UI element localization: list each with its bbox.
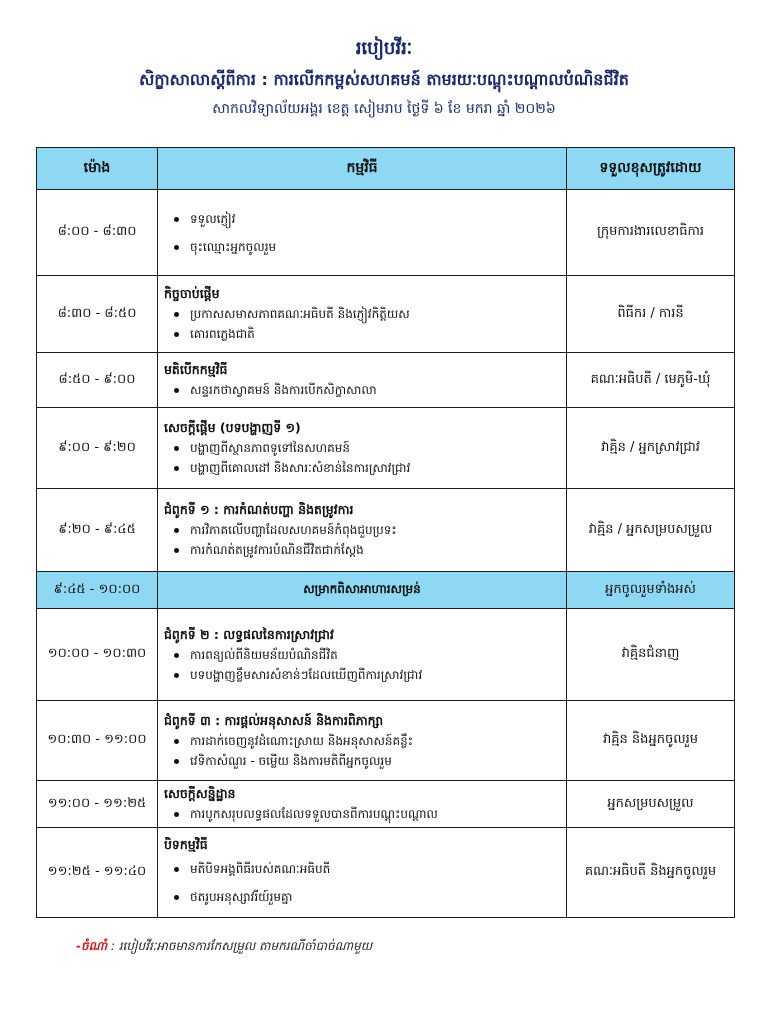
document-location-date: សាកលវិទ្យាល័យអង្គរ ខេត្ត សៀមរាប ថ្ងៃទី ៦ ខែ មករា ឆ្នាំ ២០២៦ — [212, 101, 556, 117]
row-title: បិទកម្មវិធី — [164, 836, 208, 852]
row-program — [158, 828, 567, 918]
agenda-row-break — [37, 572, 735, 609]
row-time: ១១:២៥ - ១១:៤០ — [37, 828, 158, 918]
row-responsible: គណៈអធិបតី និងអ្នកចូលរួម — [567, 828, 735, 918]
break-title: សម្រាកពិសាអាហារសម្រន់ — [158, 572, 567, 609]
list-item: ការពន្យល់ពីនិយមន័យបំណិនជីវិត — [190, 645, 560, 665]
row-program — [158, 353, 567, 408]
row-time: ៩:២០ - ៩:៤៥ — [37, 489, 158, 572]
header-time: ម៉ោង — [37, 148, 158, 190]
row-items — [164, 855, 560, 911]
agenda-row — [37, 701, 735, 781]
agenda-header-row — [37, 148, 735, 190]
row-title: ជំពូកទី ១ : ការកំណត់បញ្ហា និងតម្រូវការ — [164, 502, 354, 517]
list-item: ការដាក់ចេញនូវដំណោះស្រាយ និងអនុសាសន៍គន្លឹះ — [190, 731, 560, 751]
row-time: ៨:៥០ - ៩:០០ — [37, 353, 158, 408]
row-program — [158, 609, 567, 701]
document-subtitle: សិក្ខាសាលាស្តីពីការ : ការលើកកម្ពស់សហគមន៍ តាមរយៈបណ្តុះបណ្តាលបំណិនជីវិត — [139, 70, 629, 89]
row-responsible: វាគ្មិន / អ្នកស្រាវជ្រាវ — [567, 408, 735, 489]
agenda-row — [37, 828, 735, 918]
agenda-row — [37, 609, 735, 701]
row-responsible: ពិធីករ / ការនី — [567, 276, 735, 353]
agenda-row — [37, 489, 735, 572]
row-time: ១១:០០ - ១១:២៥ — [37, 781, 158, 828]
header-program: កម្មវិធី — [158, 148, 567, 190]
list-item: ការកំណត់តម្រូវការបំណិនជីវិតជាក់ស្តែង — [190, 540, 560, 560]
list-item: មតិបិទអង្គពិធីរបស់គណៈអធិបតី — [190, 855, 560, 883]
agenda-row — [37, 408, 735, 489]
row-responsible: វាគ្មិនជំនាញ — [567, 609, 735, 701]
agenda-row — [37, 353, 735, 408]
footnote — [76, 938, 372, 956]
row-items — [164, 205, 560, 261]
row-responsible: អ្នកចូលរួមទាំងអស់ — [567, 572, 735, 609]
row-program — [158, 701, 567, 781]
row-time: ៩:៤៥ - ១០:០០ — [37, 572, 158, 609]
list-item: សន្ទរកថាស្វាគមន៍ និងការបើកសិក្ខាសាលា — [190, 380, 560, 400]
row-title: ជំពូកទី ២ : លទ្ធផលនៃការស្រាវជ្រាវ — [164, 626, 334, 642]
row-items — [164, 380, 560, 400]
row-items — [164, 731, 560, 771]
row-responsible: គណៈអធិបតី / មេភូមិ-ឃុំ — [567, 353, 735, 408]
list-item: វេទិកាសំណួរ - ចម្លើយ និងការមតិពីអ្នកចូលរួម — [190, 751, 560, 771]
footnote-label: -ចំណាំ — [76, 939, 108, 953]
row-program — [158, 276, 567, 353]
row-responsible: អ្នកសម្របសម្រួល — [567, 781, 735, 828]
row-responsible: វាគ្មិន / អ្នកសម្របសម្រួល — [567, 489, 735, 572]
row-items — [164, 804, 560, 824]
list-item: ចុះឈ្មោះអ្នកចូលរួម — [190, 233, 560, 261]
row-items — [164, 520, 560, 560]
agenda-row — [37, 781, 735, 828]
row-title: ជំពូកទី ៣ : ការផ្តល់អនុសាសន៍ និងការពិភាក្សា — [164, 712, 384, 728]
row-responsible: ក្រុមការងារលេខាធិការ — [567, 190, 735, 276]
row-title: សេចក្តីសន្និដ្ឋាន — [164, 786, 236, 801]
list-item: បទបង្ហាញខ្លឹមសារសំខាន់ៗដែលឃើញពីការស្រាវជ្រាវ — [190, 665, 560, 685]
row-title: សេចក្តីផ្តើម (បទបង្ហាញទី ១) — [164, 420, 301, 435]
header-responsible: ទទួលខុសត្រូវដោយ — [567, 148, 735, 190]
footnote-text: : របៀបវីរៈអាចមានការកែសម្រួល តាមករណីចាំបាច់ណាមួយ — [110, 939, 373, 953]
row-program — [158, 408, 567, 489]
list-item: បង្ហាញពីស្ថានភាពទូទៅនៃសហគមន៍ — [190, 438, 560, 458]
row-items — [164, 304, 560, 344]
row-items — [164, 645, 560, 685]
list-item: គោរពភ្លេងជាតិ — [190, 324, 560, 344]
row-items — [164, 438, 560, 478]
row-responsible: វាគ្មិន និងអ្នកចូលរួម — [567, 701, 735, 781]
list-item: ការបូកសរុបលទ្ធផលដែលទទួលបានពីការបណ្តុះបណ្តាល — [190, 804, 560, 824]
row-title: កិច្ចចាប់ផ្តើម — [164, 286, 220, 301]
row-time: ១០:០០ - ១០:៣០ — [37, 609, 158, 701]
agenda-row — [37, 276, 735, 353]
list-item: ទទួលភ្ញៀវ — [190, 205, 560, 233]
row-time: ១០:៣០ - ១១:០០ — [37, 701, 158, 781]
agenda-table — [36, 147, 735, 918]
document-title: របៀបវីរៈ — [355, 38, 413, 59]
agenda-row — [37, 190, 735, 276]
row-time: ៨:០០ - ៨:៣០ — [37, 190, 158, 276]
list-item: ថតរូបអនុស្សាវរីយ៍រួមគ្នា — [190, 883, 560, 911]
row-program — [158, 190, 567, 276]
row-time: ៨:៣០ - ៨:៥០ — [37, 276, 158, 353]
row-time: ៩:០០ - ៩:២០ — [37, 408, 158, 489]
list-item: ប្រកាសសមាសភាពគណៈអធិបតី និងភ្ញៀវកិត្តិយស — [190, 304, 560, 324]
list-item: បង្ហាញពីគោលដៅ និងសារៈសំខាន់នៃការស្រាវជ្រាវ — [190, 458, 560, 478]
row-title: មតិបើកកម្មវិធី — [164, 362, 228, 377]
list-item: ការវិភាគលើបញ្ហាដែលសហគមន៍កំពុងជួបប្រទះ — [190, 520, 560, 540]
row-program — [158, 781, 567, 828]
row-program — [158, 489, 567, 572]
document-header — [0, 34, 768, 122]
